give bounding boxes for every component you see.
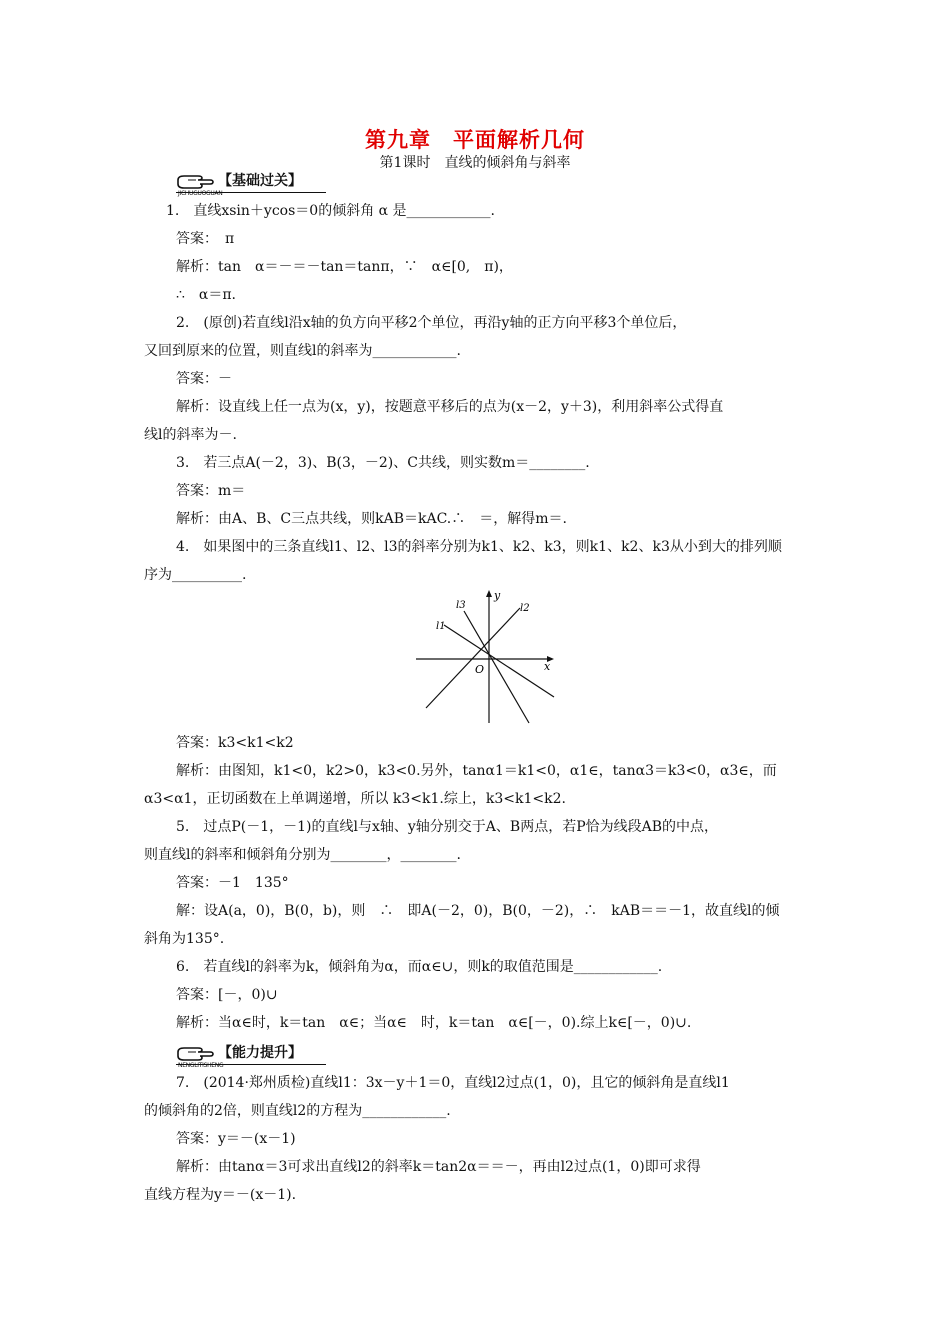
text-line: 解析：tan α＝－＝－tan＝tanπ，∵ α∈[0, π)， [176, 259, 513, 275]
banner-label: 【能力提升】 [218, 1045, 302, 1061]
three-lines-figure [414, 585, 560, 725]
banner-underline [176, 1064, 326, 1065]
text-line: 6. 若直线l的斜率为k，倾斜角为α，而α∈∪，则k的取值范围是____________. [176, 959, 663, 975]
text-line: 序为__________. [144, 567, 247, 583]
section-banner-advanced [176, 1044, 302, 1070]
text-line: α3<α1，正切函数在上单调递增，所以 k3<k1.综上，k3<k1<k2. [144, 791, 566, 807]
text-line: 解析：设直线上任一点为(x，y)，按题意平移后的点为(x－2，y＋3)，利用斜率公式得直 [176, 399, 724, 415]
text-line: 答案：y＝－(x－1) [176, 1131, 296, 1147]
text-line: 答案：[－，0)∪ [176, 987, 278, 1003]
text-line: 1. 直线xsin＋ycos＝0的倾斜角 α 是____________. [166, 203, 496, 219]
text-line: 线l的斜率为－. [144, 427, 237, 443]
text-line: 5. 过点P(－1，－1)的直线l与x轴、y轴分别交于A、B两点，若P恰为线段AB的中点， [176, 819, 719, 835]
pointing-hand-icon [176, 1044, 216, 1064]
text-line: 解析：由tanα＝3可求出直线l2的斜率k＝tan2α＝＝－，再由l2过点(1，0)即可求得 [176, 1159, 701, 1175]
text-line: 2. (原创)若直线l沿x轴的负方向平移2个单位，再沿y轴的正方向平移3个单位后， [176, 315, 687, 331]
pointing-hand-icon [176, 172, 216, 192]
text-line: 答案：k3<k1<k2 [176, 735, 294, 751]
banner-label: 【基础过关】 [218, 173, 302, 189]
text-line: 答案：－1 135° [176, 875, 289, 891]
lesson-title: 第1课时 直线的倾斜角与斜率 [379, 155, 571, 171]
text-line: 4. 如果图中的三条直线l1、l2、l3的斜率分别为k1、k2、k3，则k1、k2、k3从小到大的排列顺 [176, 539, 782, 555]
chapter-title: 第九章 平面解析几何 [365, 127, 585, 152]
text-line: 解：设A(a，0)，B(0，b)，则 ∴ 即A(－2，0)，B(0，－2)，∴ kAB＝＝－1，故直线l的倾 [176, 903, 780, 919]
x-axis-label: x [544, 660, 551, 673]
text-line: 的倾斜角的2倍，则直线l2的方程为____________. [144, 1103, 451, 1119]
text-line: 又回到原来的位置，则直线l的斜率为____________. [144, 343, 461, 359]
banner-underline [176, 192, 326, 193]
text-line: 直线方程为y＝－(x－1). [144, 1187, 297, 1203]
line-l1-label: l1 [436, 621, 446, 632]
origin-label: O [475, 663, 485, 676]
banner-pinyin: NENGLITISHENG [178, 1062, 224, 1069]
text-line: ∴ α＝π. [176, 287, 237, 303]
y-axis-label: y [494, 589, 501, 602]
text-line: 解析：由A、B、C三点共线，则kAB＝kAC.∴ ＝，解得m＝. [176, 511, 567, 527]
text-line: 解析：当α∈时，k＝tan α∈；当α∈ 时，k＝tan α∈[－，0).综上k∈[－，0)∪. [176, 1015, 692, 1031]
text-line: 则直线l的斜率和倾斜角分别为________，________. [144, 847, 461, 863]
line-l3-label: l3 [456, 600, 466, 611]
section-banner-basic [176, 172, 302, 198]
text-line: 3. 若三点A(－2，3)、B(3，－2)、C共线，则实数m＝________. [176, 455, 590, 471]
text-line: 斜角为135°. [144, 931, 225, 947]
text-line: 答案： π [176, 231, 235, 247]
text-line: 答案：－ [176, 371, 232, 387]
text-line: 答案：m＝ [176, 483, 246, 499]
line-l2-label: l2 [520, 603, 530, 614]
banner-pinyin: JICHUGUOGUAN [178, 190, 223, 197]
text-line: 7. (2014·郑州质检)直线l1：3x－y＋1＝0，直线l2过点(1，0)，且它的倾斜角是直线l1 [176, 1075, 730, 1091]
text-line: 解析：由图知，k1<0，k2>0，k3<0.另外，tanα1＝k1<0，α1∈，tanα3＝k3<0，α3∈，而 [176, 763, 777, 779]
